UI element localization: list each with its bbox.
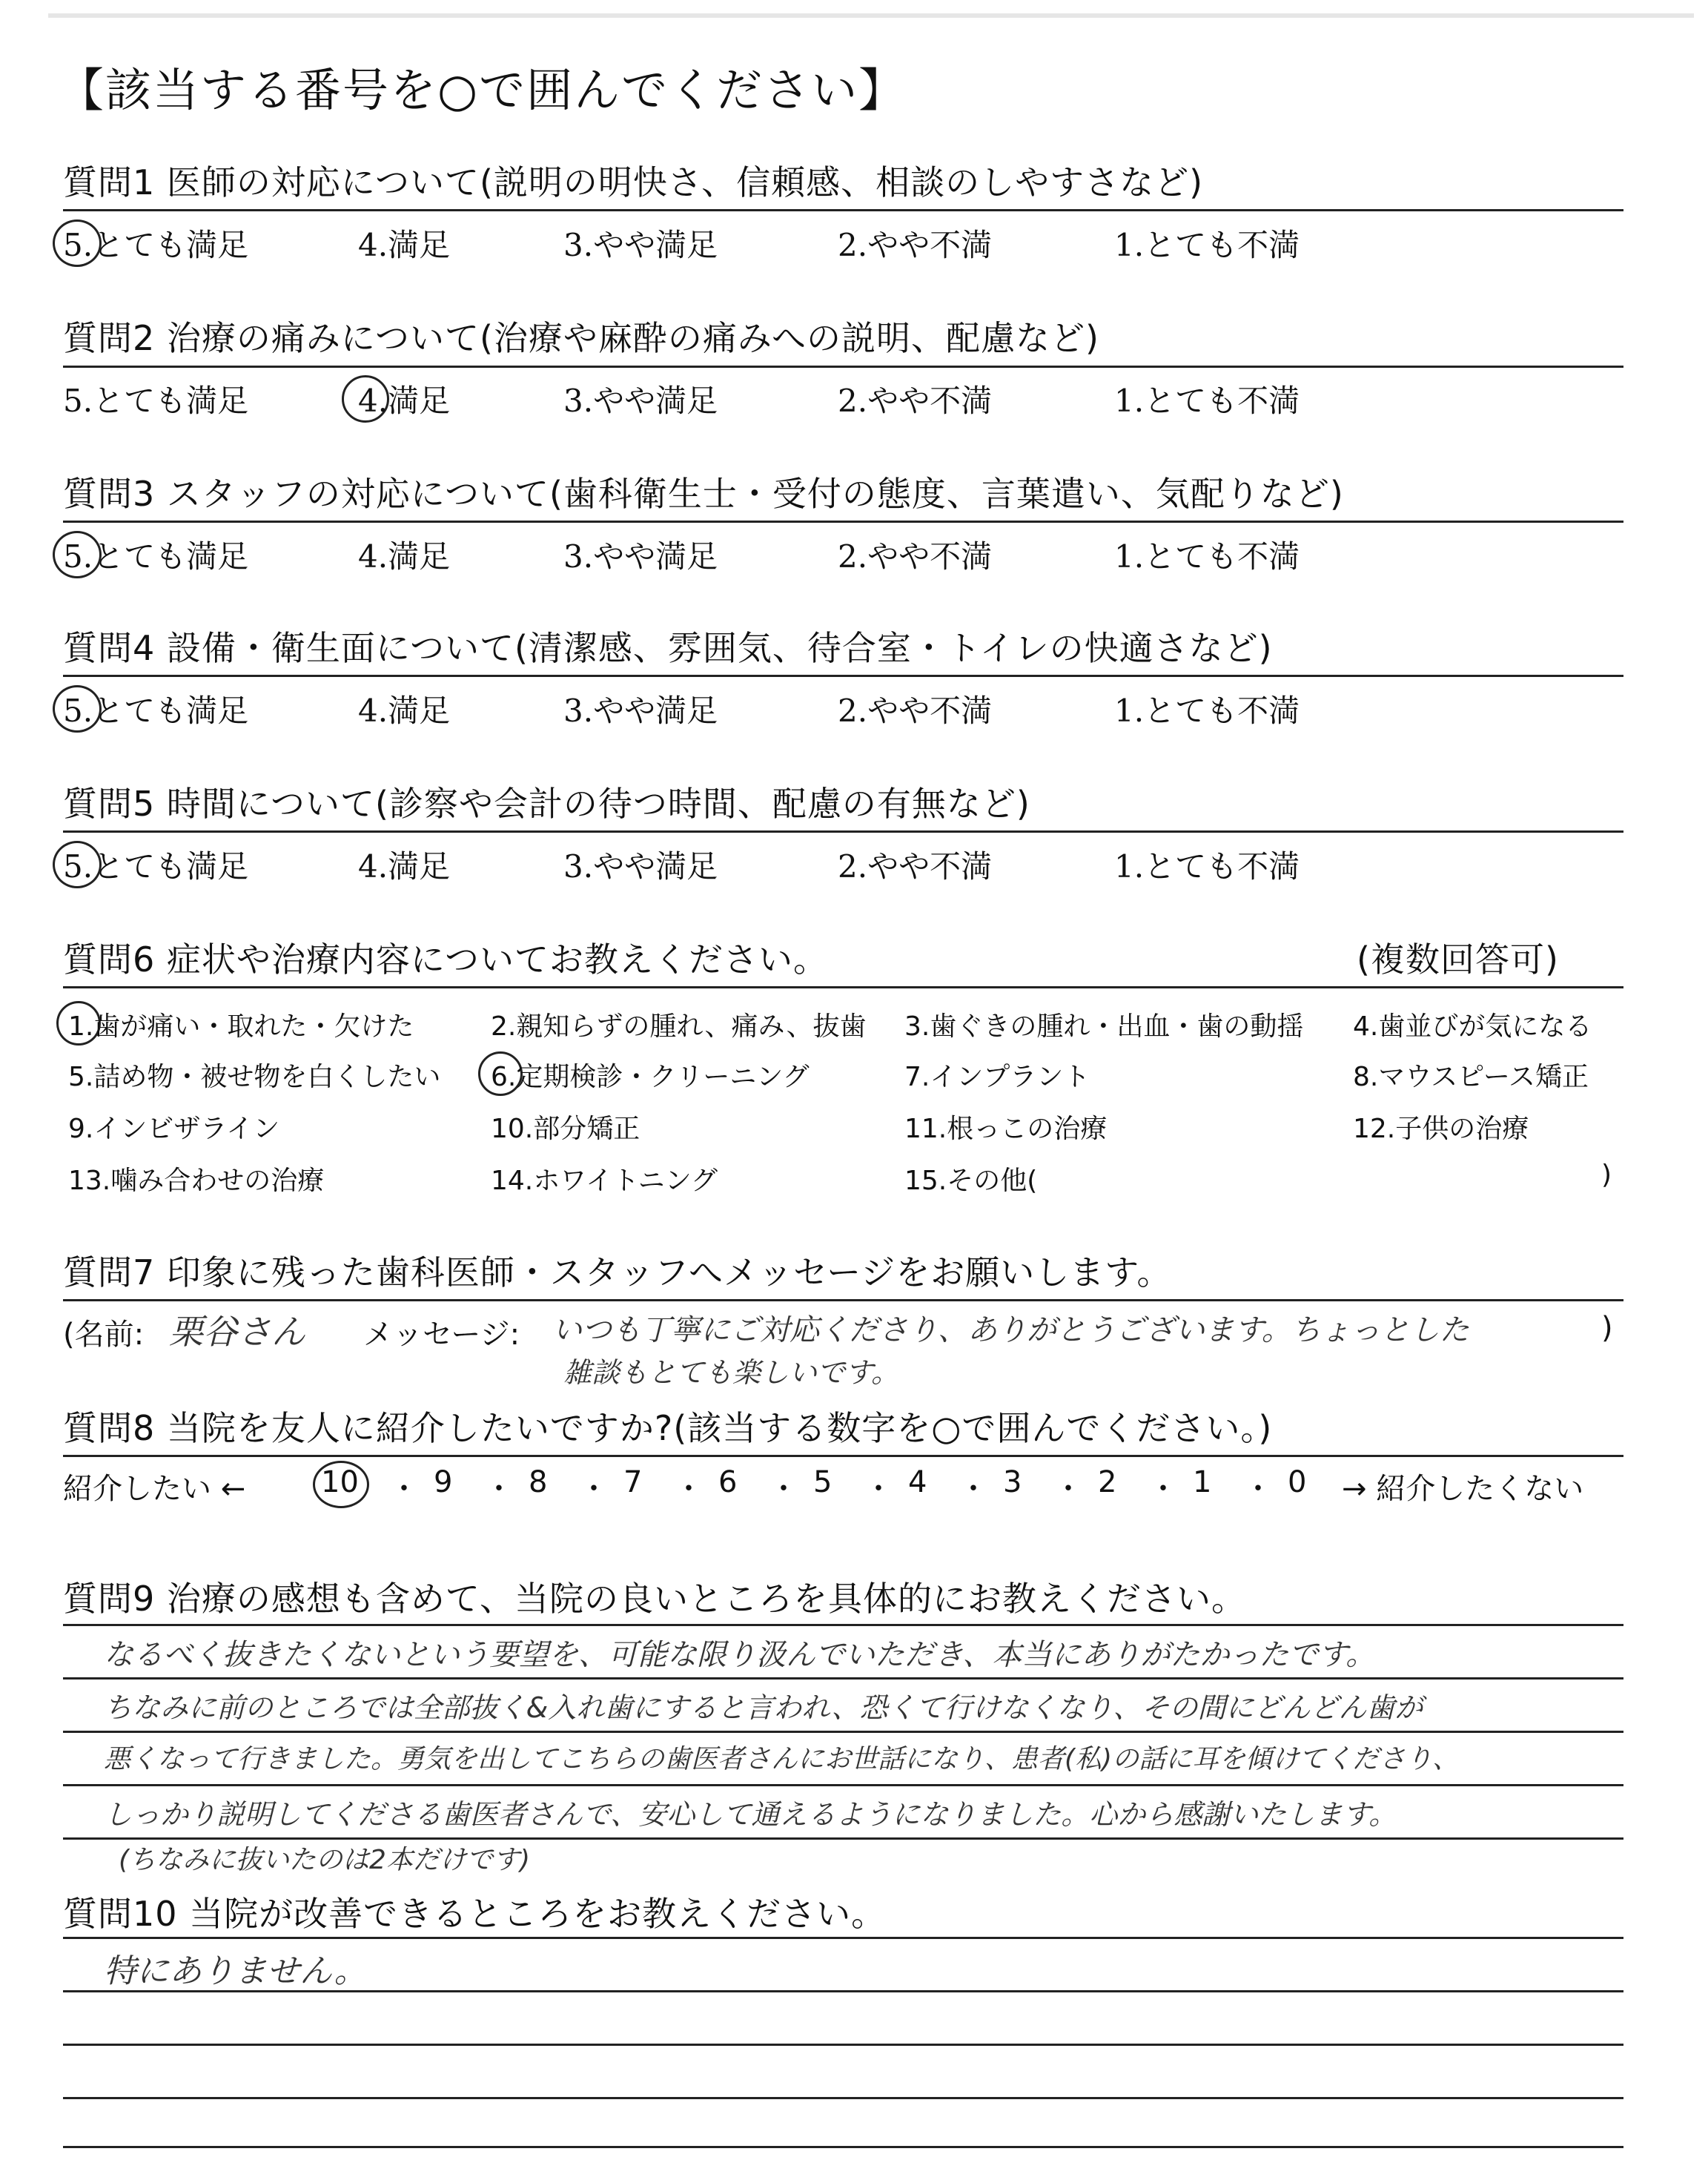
- q4-title: 質問4 設備・衛生面について(清潔感、雰囲気、待合室・トイレの快適さなど): [63, 628, 1273, 668]
- q7-message-line2[interactable]: 雑談もとても楽しいです。: [563, 1356, 899, 1389]
- q6-option-8[interactable]: 8.マウスピース矯正: [1353, 1062, 1589, 1092]
- q5-option-3[interactable]: 3.やや満足: [563, 848, 718, 885]
- q8-dot: ・: [484, 1472, 514, 1506]
- q6-option-3[interactable]: 3.歯ぐきの腫れ・出血・歯の動揺: [904, 1011, 1304, 1042]
- q8-value-0[interactable]: 0: [1288, 1465, 1307, 1499]
- q1-options: [63, 221, 1623, 265]
- q8-dot: ・: [1148, 1472, 1178, 1506]
- q4-option-3[interactable]: 3.やや満足: [563, 693, 718, 729]
- q8-value-5[interactable]: 5: [813, 1465, 833, 1499]
- q8-dot: ・: [1053, 1472, 1083, 1506]
- page-heading: 【該当する番号を○で囲んでください】: [58, 63, 907, 117]
- q6-option-14[interactable]: 14.ホワイトニング: [491, 1166, 718, 1196]
- q6-option-2[interactable]: 2.親知らずの腫れ、痛み、抜歯: [491, 1011, 867, 1042]
- q9-answer-line[interactable]: ちなみに前のところでは全部抜く&入れ歯にすると言われ、恐くて行けなくなり、その間にどんどん歯が: [104, 1691, 1423, 1724]
- q5-option-5[interactable]: 5.とても満足: [63, 848, 249, 885]
- q8-dot: ・: [389, 1472, 419, 1506]
- q8-dot: ・: [674, 1472, 704, 1506]
- q8-value-3[interactable]: 3: [1003, 1465, 1022, 1499]
- q6-option-10[interactable]: 10.部分矯正: [491, 1114, 640, 1144]
- q9-rule-3: [63, 1731, 1623, 1733]
- q4-option-4[interactable]: 4.満足: [358, 693, 451, 729]
- q8-value-2[interactable]: 2: [1098, 1465, 1117, 1499]
- q2-options: [63, 377, 1623, 421]
- q8-value-4[interactable]: 4: [908, 1465, 927, 1499]
- q6-option-6[interactable]: 6.定期検診・クリーニング: [491, 1062, 810, 1092]
- q9-rule-4: [63, 1784, 1623, 1786]
- q2-rule: [63, 366, 1623, 368]
- q3-option-3[interactable]: 3.やや満足: [563, 538, 718, 575]
- q8-dot: ・: [959, 1472, 988, 1506]
- q8-rule: [63, 1455, 1623, 1457]
- q9-answer-line[interactable]: なるべく抜きたくないという要望を、可能な限り汲んでいただき、本当にありがたかったです。: [104, 1638, 1376, 1672]
- q8-dot: ・: [1243, 1472, 1273, 1506]
- q6-option-11[interactable]: 11.根っこの治療: [904, 1114, 1108, 1144]
- q6-option-5[interactable]: 5.詰め物・被せ物を白くしたい: [68, 1062, 441, 1092]
- q3-option-1[interactable]: 1.とても不満: [1114, 538, 1300, 575]
- q6-option-7[interactable]: 7.インプラント: [904, 1062, 1090, 1092]
- q6-option-13[interactable]: 13.噛み合わせの治療: [68, 1166, 325, 1196]
- q7-close-paren: ): [1601, 1311, 1613, 1345]
- top-border: [48, 13, 1694, 18]
- q8-scale-row: [63, 1465, 1623, 1510]
- q4-options: [63, 687, 1623, 731]
- q6-option-4[interactable]: 4.歯並びが気になる: [1353, 1011, 1592, 1042]
- q8-value-6[interactable]: 6: [718, 1465, 738, 1499]
- q6-option-1[interactable]: 1.歯が痛い・取れた・欠けた: [68, 1011, 414, 1042]
- q3-option-5[interactable]: 5.とても満足: [63, 538, 249, 575]
- q5-title: 質問5 時間について(診察や会計の待つ時間、配慮の有無など): [63, 784, 1030, 824]
- q7-message-label: メッセージ:: [363, 1318, 520, 1352]
- q2-option-3[interactable]: 3.やや満足: [563, 383, 718, 419]
- q1-title: 質問1 医師の対応について(説明の明快さ、信頼感、相談のしやすさなど): [63, 162, 1204, 202]
- q8-value-9[interactable]: 9: [434, 1465, 453, 1499]
- q3-title: 質問3 スタッフの対応について(歯科衛生士・受付の態度、言葉遣い、気配りなど): [63, 474, 1344, 514]
- q6-rule: [63, 986, 1623, 988]
- q4-rule: [63, 675, 1623, 677]
- q7-message-line1[interactable]: いつも丁寧にご対応くださり、ありがとうございます。ちょっとした: [552, 1313, 1469, 1347]
- q3-option-4[interactable]: 4.満足: [358, 538, 451, 575]
- q1-option-1[interactable]: 1.とても不満: [1114, 227, 1300, 263]
- q7-name-label: (名前:: [63, 1318, 145, 1352]
- q5-option-1[interactable]: 1.とても不満: [1114, 848, 1300, 885]
- q8-value-10[interactable]: 10: [321, 1465, 359, 1499]
- q2-option-1[interactable]: 1.とても不満: [1114, 383, 1300, 419]
- q2-option-5[interactable]: 5.とても満足: [63, 383, 249, 419]
- q5-option-4[interactable]: 4.満足: [358, 848, 451, 885]
- q8-dot: ・: [769, 1472, 798, 1506]
- q8-dot: ・: [864, 1472, 893, 1506]
- q10-rule-1: [63, 1937, 1623, 1939]
- q6-option-15-close: ): [1601, 1160, 1612, 1190]
- q5-options: [63, 842, 1623, 887]
- q9-answer-note[interactable]: (ちなみに抜いたのは2本だけです): [119, 1845, 530, 1875]
- q5-rule: [63, 830, 1623, 833]
- q4-option-2[interactable]: 2.やや不満: [838, 693, 993, 729]
- q8-dot: ・: [579, 1472, 609, 1506]
- q9-rule-2: [63, 1677, 1623, 1680]
- q8-value-1[interactable]: 1: [1193, 1465, 1212, 1499]
- q7-name-value[interactable]: 栗谷さん: [169, 1312, 305, 1352]
- q1-option-5[interactable]: 5.とても満足: [63, 227, 249, 263]
- q6-option-9[interactable]: 9.インビザライン: [68, 1114, 280, 1144]
- q4-option-1[interactable]: 1.とても不満: [1114, 693, 1300, 729]
- q2-option-4[interactable]: 4.満足: [358, 383, 451, 419]
- q1-option-2[interactable]: 2.やや不満: [838, 227, 993, 263]
- q6-option-15[interactable]: 15.その他(: [904, 1166, 1038, 1196]
- q10-answer[interactable]: 特にありません。: [104, 1952, 367, 1990]
- q10-rule-5: [63, 2146, 1623, 2148]
- q6-option-12[interactable]: 12.子供の治療: [1353, 1114, 1529, 1144]
- q6-note: (複数回答可): [1357, 939, 1559, 980]
- q8-right-label: → 紹介したくない: [1342, 1472, 1584, 1506]
- q9-title: 質問9 治療の感想も含めて、当院の良いところを具体的にお教えください。: [63, 1579, 1246, 1619]
- q3-option-2[interactable]: 2.やや不満: [838, 538, 993, 575]
- q1-option-3[interactable]: 3.やや満足: [563, 227, 718, 263]
- q9-answer-line[interactable]: しっかり説明してくださる歯医者さんで、安心して通えるようになりました。心から感謝いたします。: [104, 1798, 1397, 1831]
- q7-title: 質問7 印象に残った歯科医師・スタッフへメッセージをお願いします。: [63, 1252, 1172, 1292]
- q1-option-4[interactable]: 4.満足: [358, 227, 451, 263]
- q3-rule: [63, 521, 1623, 523]
- q9-answer-line[interactable]: 悪くなって行きました。勇気を出してこちらの歯医者さんにお世話になり、患者(私)の話に耳を傾けてくださり、: [104, 1744, 1460, 1774]
- q8-title: 質問8 当院を友人に紹介したいですか?(該当する数字を○で囲んでください。): [63, 1408, 1273, 1448]
- q9-rule-1: [63, 1624, 1623, 1626]
- q1-rule: [63, 209, 1623, 211]
- q2-option-2[interactable]: 2.やや不満: [838, 383, 993, 419]
- q2-title: 質問2 治療の痛みについて(治療や麻酔の痛みへの説明、配慮など): [63, 318, 1099, 358]
- q8-value-8[interactable]: 8: [529, 1465, 548, 1499]
- q4-option-5[interactable]: 5.とても満足: [63, 693, 249, 729]
- q10-title: 質問10 当院が改善できるところをお教えください。: [63, 1894, 887, 1934]
- q5-option-2[interactable]: 2.やや不満: [838, 848, 993, 885]
- q8-value-7[interactable]: 7: [623, 1465, 643, 1499]
- q10-rule-3: [63, 2044, 1623, 2046]
- q8-left-label: 紹介したい ←: [63, 1472, 246, 1506]
- q3-options: [63, 532, 1623, 577]
- q10-rule-4: [63, 2097, 1623, 2099]
- q6-title: 質問6 症状や治療内容についてお教えください。: [63, 939, 828, 980]
- q7-rule: [63, 1299, 1623, 1301]
